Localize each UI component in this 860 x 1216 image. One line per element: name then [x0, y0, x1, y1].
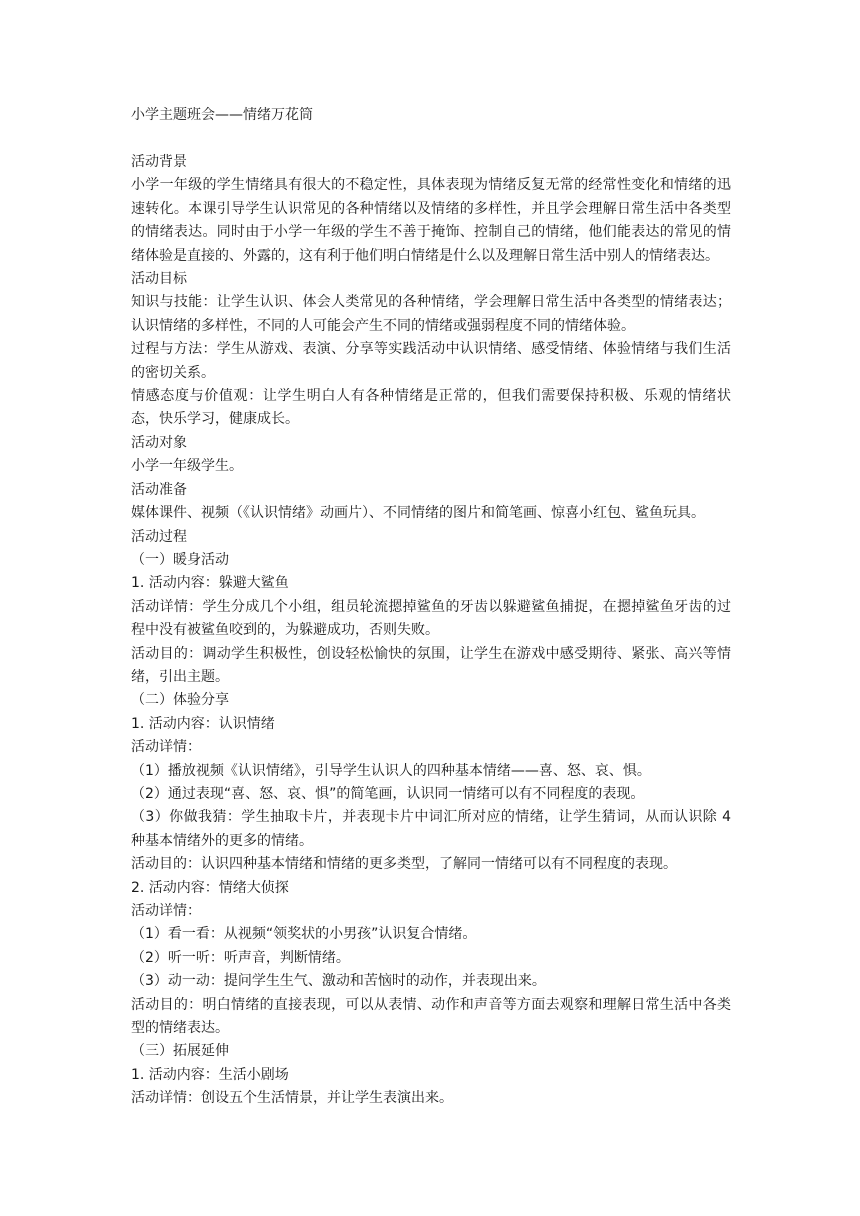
paragraph: （1）看一看：从视频“领奖状的小男孩”认识复合情绪。	[131, 926, 477, 943]
paragraph: 活动详情：	[131, 903, 201, 919]
paragraph: （一）暖身活动	[131, 551, 229, 568]
paragraph: 小学一年级的学生情绪具有很大的不稳定性，具体表现为情绪反复无常的经常性变化和情绪的迅速转化。本课引导学生认识常见的各种情绪以及情绪的多样性，并且学会理解日常生活中各类型的情绪表达。同时由于小学一年级的学生不善于掩饰、控制自己的情绪，他们能表达的常见的情绪体验是直接的、外露的，这有利于他们明白情绪是什么以及理解日常生活中别人的情绪表达。	[131, 177, 731, 264]
paragraph: 过程与方法：学生从游戏、表演、分享等实践活动中认识情绪、感受情绪、体验情绪与我们生活的密切关系。	[131, 341, 731, 381]
paragraph: （2）通过表现“喜、怒、哀、惧”的简笔画，认识同一情绪可以有不同程度的表现。	[131, 785, 645, 802]
paragraph: 活动背景	[131, 154, 187, 170]
paragraph: 1. 活动内容：躲避大鲨鱼	[131, 575, 289, 592]
paragraph: 情感态度与价值观：让学生明白人有各种情绪是正常的，但我们需要保持积极、乐观的情绪状态，快乐学习，健康成长。	[131, 388, 731, 428]
paragraph: 活动详情：学生分成几个小组，组员轮流摁掉鲨鱼的牙齿以躲避鲨鱼捕捉，在摁掉鲨鱼牙齿的过程中没有被鲨鱼咬到的，为躲避成功，否则失败。	[131, 598, 731, 639]
document-title: 小学主题班会——情绪万花筒	[131, 107, 313, 123]
paragraph: 小学一年级学生。	[131, 458, 243, 475]
blank-line	[131, 127, 731, 151]
paragraph: 2. 活动内容：情绪大侦探	[131, 879, 289, 896]
paragraph: 活动对象	[131, 434, 187, 451]
paragraph: 活动目的：明白情绪的直接表现，可以从表情、动作和声音等方面去观察和理解日常生活中各类型的情绪表达。	[131, 996, 731, 1037]
paragraph: 活动目标	[131, 271, 187, 288]
paragraph: （三）拓展延伸	[131, 1043, 229, 1060]
document-body	[131, 151, 731, 1111]
paragraph: （1）播放视频《认识情绪》，引导学生认识人的四种基本情绪——喜、怒、哀、惧。	[131, 762, 651, 779]
paragraph: 1. 活动内容：生活小剧场	[131, 1066, 289, 1083]
document-page	[131, 103, 731, 1111]
paragraph: 活动过程	[131, 528, 187, 545]
paragraph: 活动准备	[131, 481, 187, 498]
paragraph: （3）动一动：提问学生生气、激动和苦恼时的动作，并表现出来。	[131, 973, 546, 990]
paragraph: 1. 活动内容：认识情绪	[131, 715, 275, 732]
paragraph: （二）体验分享	[131, 692, 229, 709]
paragraph: （3）你做我猜：学生抽取卡片，并表现卡片中词汇所对应的情绪，让学生猜词，从而认识除 4 种基本情绪外的更多的情绪。	[131, 809, 731, 849]
paragraph: 活动详情：	[131, 739, 201, 756]
paragraph: 知识与技能：让学生认识、体会人类常见的各种情绪，学会理解日常生活中各类型的情绪表达；认识情绪的多样性，不同的人可能会产生不同的情绪或强弱程度不同的情绪体验。	[131, 294, 731, 334]
paragraph: 活动详情：创设五个生活情景，并让学生表演出来。	[131, 1090, 453, 1107]
paragraph: 媒体课件、视频（《认识情绪》动画片）、不同情绪的图片和简笔画、惊喜小红包、鲨鱼玩具。	[131, 505, 705, 522]
paragraph: （2）听一听：听声音，判断情绪。	[131, 949, 350, 966]
paragraph: 活动目的：调动学生积极性，创设轻松愉快的氛围，让学生在游戏中感受期待、紧张、高兴等情绪，引出主题。	[131, 645, 731, 685]
paragraph: 活动目的：认识四种基本情绪和情绪的更多类型，了解同一情绪可以有不同程度的表现。	[131, 856, 677, 873]
